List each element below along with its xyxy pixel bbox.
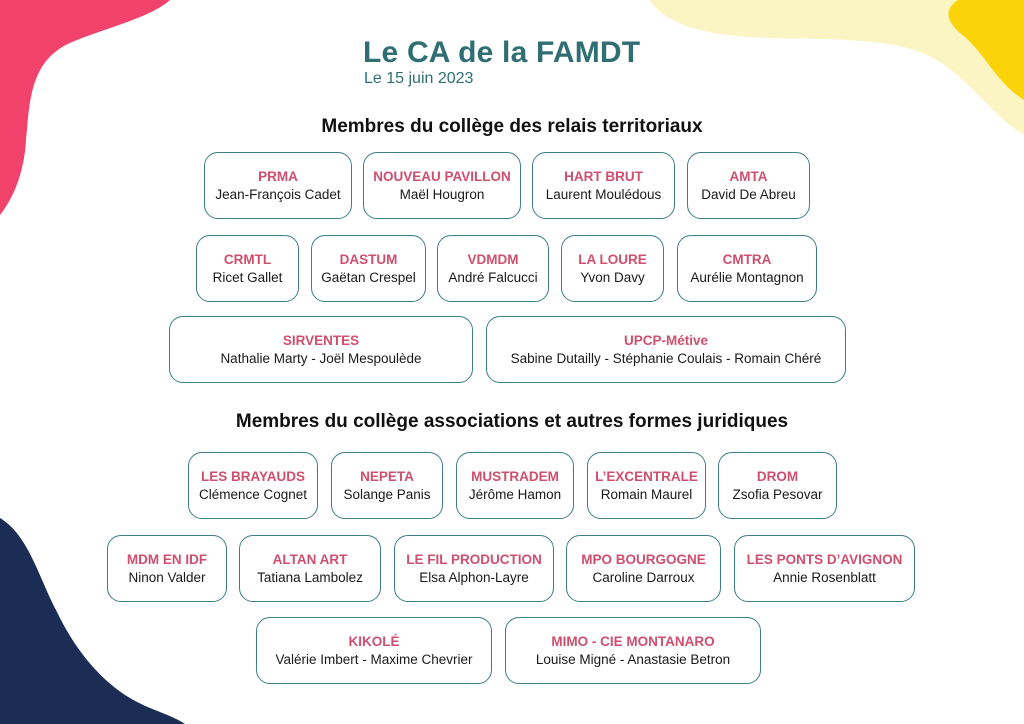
- member-org: LE FIL PRODUCTION: [406, 552, 542, 567]
- member-org: MDM EN IDF: [126, 552, 208, 567]
- member-people: Elsa Alphon-Layre: [419, 570, 529, 585]
- member-people: Zsofia Pesovar: [732, 487, 823, 502]
- member-people: Romain Maurel: [600, 487, 693, 502]
- member-org: LA LOURE: [578, 252, 647, 267]
- member-card-lexcentrale: [587, 452, 706, 519]
- member-card-nouveau-pavillon: [363, 152, 521, 219]
- member-org: NEPETA: [360, 469, 414, 484]
- member-org: UPCP-Métive: [623, 333, 709, 348]
- member-card-mustradem: [456, 452, 574, 519]
- member-people: Solange Panis: [343, 487, 431, 502]
- page-date: Le 15 juin 2023: [364, 70, 474, 87]
- member-org: MIMO - CIE MONTANARO: [551, 634, 715, 649]
- member-people: David De Abreu: [701, 187, 796, 202]
- member-people: Louise Migné - Anastasie Betron: [535, 652, 731, 667]
- section-title-associations: Membres du collège associations et autres formes juridiques: [235, 411, 789, 432]
- member-people: Jérôme Hamon: [468, 487, 562, 502]
- member-org: VDMDM: [467, 252, 519, 267]
- member-card-nepeta: [331, 452, 443, 519]
- member-card-crmtl: [196, 235, 299, 302]
- member-people: Nathalie Marty - Joël Mespoulède: [220, 351, 422, 366]
- member-people: Valérie Imbert - Maxime Chevrier: [275, 652, 473, 667]
- member-org: LES BRAYAUDS: [200, 469, 306, 484]
- member-org: CRMTL: [223, 252, 272, 267]
- member-org: L’EXCENTRALE: [595, 469, 698, 484]
- member-org: DROM: [756, 469, 799, 484]
- member-org: DASTUM: [339, 252, 398, 267]
- section-title-relais: Membres du collège des relais territoriaux: [321, 116, 703, 137]
- member-card-drom: [718, 452, 837, 519]
- member-org: HART BRUT: [564, 169, 643, 184]
- member-card-cmtra: [677, 235, 817, 302]
- member-org: MUSTRADEM: [471, 469, 559, 484]
- member-org: PRMA: [258, 169, 298, 184]
- member-card-upcp-metive: [486, 316, 846, 383]
- member-people: Tatiana Lambolez: [257, 570, 363, 585]
- member-card-hart-brut: [532, 152, 675, 219]
- member-card-les-ponts-davignon: [734, 535, 915, 602]
- member-people: Yvon Davy: [580, 270, 645, 285]
- member-people: Laurent Moulédous: [545, 187, 662, 202]
- member-people: Ricet Gallet: [212, 270, 283, 285]
- member-card-mimo-cie-montanaro: [505, 617, 761, 684]
- member-card-mdm-en-idf: [107, 535, 227, 602]
- member-card-les-brayauds: [188, 452, 318, 519]
- member-card-mpo-bourgogne: [566, 535, 721, 602]
- member-people: Ninon Valder: [128, 570, 206, 585]
- member-org: ALTAN ART: [272, 552, 348, 567]
- member-org: NOUVEAU PAVILLON: [373, 169, 511, 184]
- member-card-vdmdm: [437, 235, 549, 302]
- member-card-le-fil-production: [394, 535, 554, 602]
- member-card-la-loure: [561, 235, 664, 302]
- member-people: Clémence Cognet: [198, 487, 308, 502]
- member-org: SIRVENTES: [282, 333, 360, 348]
- member-card-kikole: [256, 617, 492, 684]
- member-org: KIKOLÉ: [348, 634, 400, 649]
- member-card-sirventes: [169, 316, 473, 383]
- member-people: Sabine Dutailly - Stéphanie Coulais - Romain Chéré: [510, 351, 822, 366]
- member-card-altan-art: [239, 535, 381, 602]
- member-card-dastum: [311, 235, 426, 302]
- pink-blob: [0, 0, 170, 215]
- member-people: Gaëtan Crespel: [321, 270, 416, 285]
- member-org: AMTA: [729, 169, 768, 184]
- member-org: CMTRA: [722, 252, 772, 267]
- member-people: Caroline Darroux: [592, 570, 695, 585]
- member-people: André Falcucci: [448, 270, 538, 285]
- member-people: Maël Hougron: [399, 187, 485, 202]
- member-card-amta: [687, 152, 810, 219]
- member-org: MPO BOURGOGNE: [581, 552, 706, 567]
- member-card-prma: [204, 152, 352, 219]
- page-title: Le CA de la FAMDT: [363, 36, 641, 69]
- member-people: Jean-François Cadet: [215, 187, 341, 202]
- member-org: LES PONTS D’AVIGNON: [746, 552, 903, 567]
- member-people: Annie Rosenblatt: [773, 570, 876, 585]
- member-people: Aurélie Montagnon: [690, 270, 804, 285]
